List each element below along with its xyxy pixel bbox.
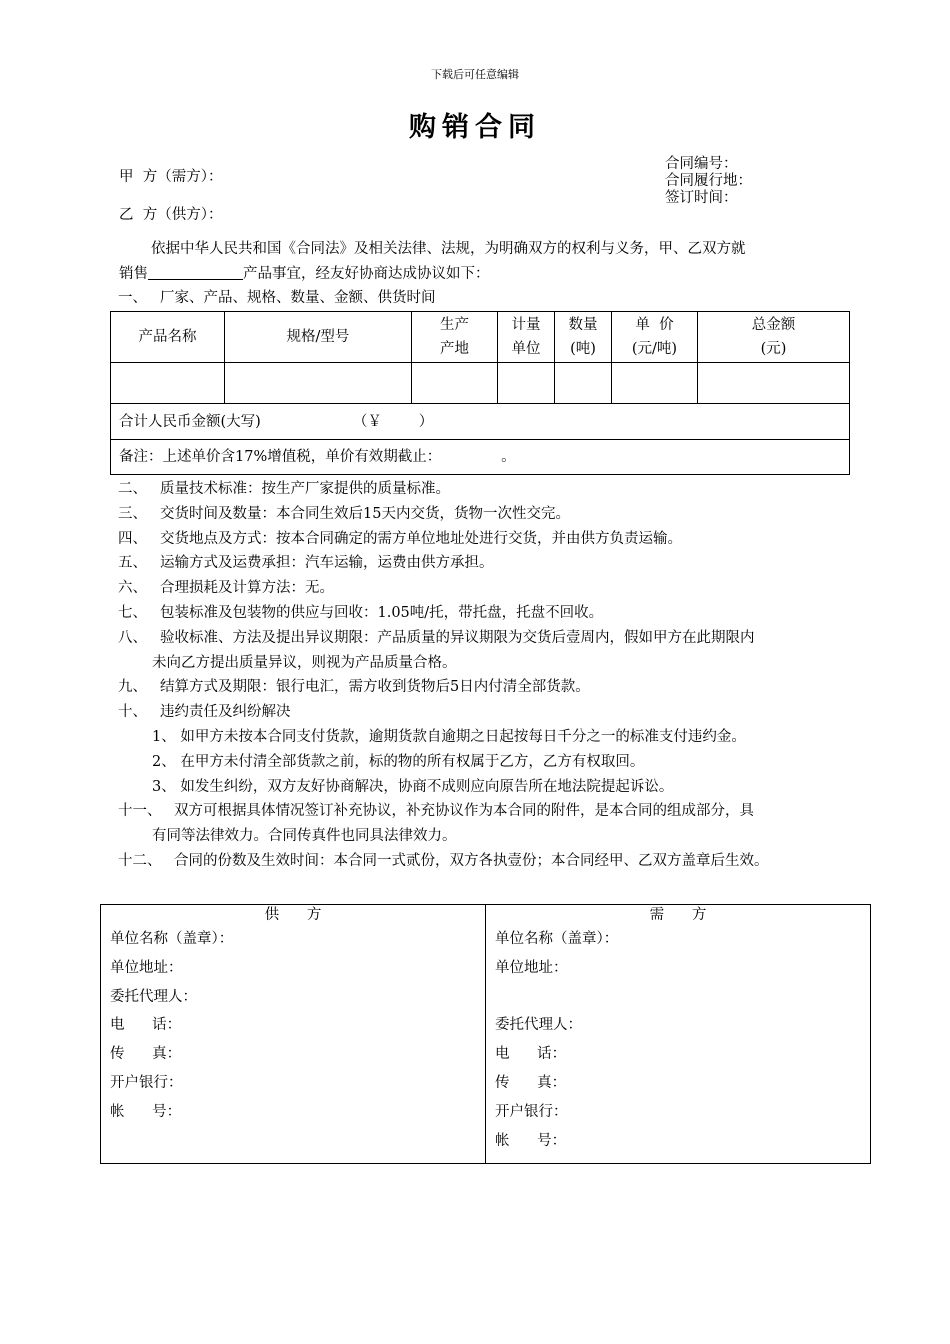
clause-8: 八、 验收标准、方法及提出异议期限：产品质量的异议期限为交货后壹周内，假如甲方在此期限内 [118,629,755,646]
buyer-field-account[interactable]: 帐 号： [495,1132,567,1149]
supplier-field-agent[interactable]: 委托代理人： [110,988,197,1005]
party-b-label: 乙 方（供方）： [119,207,223,223]
header-origin: 生产 产地 [412,312,498,363]
header-spec-model: 规格/型号 [225,312,412,363]
supplier-field-address[interactable]: 单位地址： [110,959,183,976]
sub-clause-2: 2、 在甲方未付清全部货款之前，标的物的所有权属于乙方，乙方有权取回。 [152,753,645,770]
sub-clause-3: 3、 如发生纠纷，双方友好协商解决，协商不成则应向原告所在地法院提起诉讼。 [152,778,674,795]
buyer-field-fax[interactable]: 传 真： [495,1074,567,1091]
clause-4: 四、 交货地点及方式：按本合同确定的需方单位地址处进行交货，并由供方负责运输。 [118,530,682,547]
contract-place-label: 合同履行地： [665,173,752,189]
buyer-block [486,905,871,1164]
buyer-field-phone[interactable]: 电 话： [495,1046,567,1063]
table-row [111,363,850,404]
cell-total-amount[interactable] [698,363,850,404]
contract-number-label: 合同编号： [665,156,738,172]
intro-line-2 [119,262,490,287]
intro-prefix: 销售 [119,266,148,282]
supplier-field-company[interactable]: 单位名称（盖章）： [110,931,234,947]
cell-quantity[interactable] [555,363,612,404]
cell-unit[interactable] [498,363,555,404]
clause-6: 六、 合理损耗及计算方法：无。 [118,580,334,597]
supplier-field-phone[interactable]: 电 话： [110,1017,182,1034]
clause-8-continuation: 未向乙方提出质量异议，则视为产品质量合格。 [152,654,457,671]
product-blank-line [148,265,243,280]
cell-unit-price[interactable] [612,363,698,404]
cell-spec-model[interactable] [225,363,412,404]
header-quantity: 数量 (吨) [555,312,612,363]
section-1-heading [118,286,436,311]
remark-row [111,440,850,475]
buyer-heading: 需 方 [649,907,707,923]
buyer-field-address[interactable]: 单位地址： [495,959,568,976]
supplier-heading: 供 方 [264,907,322,923]
total-amount-cell [111,404,850,440]
clause-12: 十二、 合同的份数及生效时间：本合同一式贰份，双方各执壹份；本合同经甲、乙双方盖章后生效。 [118,852,769,869]
clause-3: 三、 交货时间及数量：本合同生效后15天内交货，货物一次性交完。 [118,505,570,522]
header-unit: 计量 单位 [498,312,555,363]
contract-date-label: 签订时间： [665,190,738,206]
contract-meta [665,156,752,207]
header-unit-price: 单 价 (元/吨) [612,312,698,363]
cell-origin[interactable] [412,363,498,404]
header-product-name: 产品名称 [111,312,225,363]
buyer-field-bank[interactable]: 开户银行： [495,1103,568,1120]
header-note: 下载后可任意编辑 [431,68,519,81]
total-label: 合计人民币金额(大写) [119,413,261,430]
party-a-label: 甲 方（需方）： [119,169,223,185]
buyer-field-agent[interactable]: 委托代理人： [495,1017,582,1034]
clause-5: 五、 运输方式及运费承担：汽车运输，运费由供方承担。 [118,555,494,572]
buyer-field-company[interactable]: 单位名称（盖章）： [495,931,619,947]
clause-9: 九、 结算方式及期限：银行电汇，需方收到货物后5日内付清全部货款。 [118,679,590,696]
supplier-field-account[interactable]: 帐 号： [110,1103,182,1120]
clause-10: 十、 违约责任及纠纷解决 [118,704,291,721]
clauses-list [118,477,769,874]
sub-clause-1: 1、 如甲方未按本合同支付货款，逾期货款自逾期之日起按每日千分之一的标准支付违约金。 [152,728,746,745]
supplier-field-fax[interactable]: 传 真： [110,1046,182,1063]
buyer-field-blank [495,983,870,1012]
table-header-row [111,312,850,363]
section-1-number: 一、 [118,290,147,306]
clause-7: 七、 包装标准及包装物的供应与回收：1.05吨/托，带托盘，托盘不回收。 [118,604,604,621]
total-row [111,404,850,440]
remark-cell: 备注：上述单价含17%增值税，单价有效期截止： 。 [111,440,850,475]
supplier-block [101,905,486,1164]
supplier-field-bank[interactable]: 开户银行： [110,1074,183,1091]
section-1-text: 厂家、产品、规格、数量、金额、供货时间 [160,290,436,306]
signature-table [100,904,871,1164]
intro-line-1: 依据中华人民共和国《合同法》及相关法律、法规，为明确双方的权利与义务，甲、乙双方就 [151,241,746,257]
clause-11-continuation: 有同等法律效力。合同传真件也同具法律效力。 [152,828,457,845]
clause-11: 十一、 双方可根据具体情况签订补充协议，补充协议作为本合同的附件，是本合同的组成部分，具 [118,803,754,820]
intro-suffix: 产品事宜，经友好协商达成协议如下： [243,266,490,282]
cell-product-name[interactable] [111,363,225,404]
clause-2: 二、 质量技术标准：按生产厂家提供的质量标准。 [118,481,450,497]
header-total-amount: 总金额 (元) [698,312,850,363]
product-table [110,311,850,475]
document-title: 购销合同 [409,112,541,143]
total-value: （￥ ） [352,413,434,430]
